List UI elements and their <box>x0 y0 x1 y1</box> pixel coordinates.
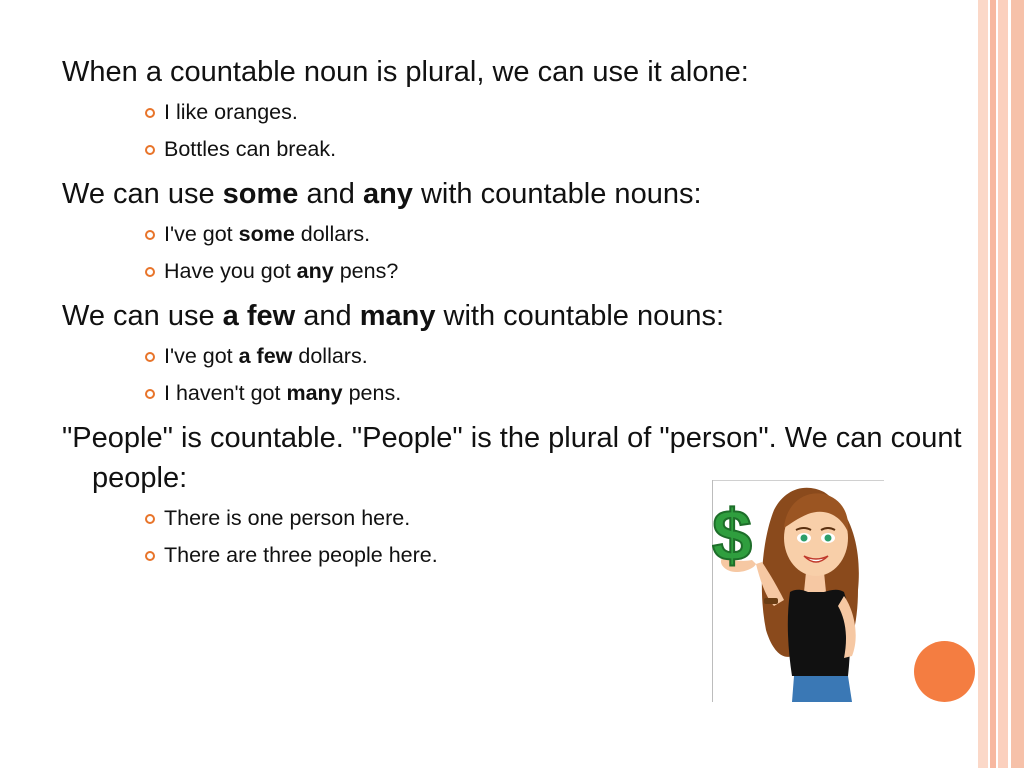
decorative-stripe <box>1011 0 1024 768</box>
keyword: some <box>222 178 299 210</box>
keyword: many <box>286 381 343 405</box>
text-run: I like oranges. <box>164 100 298 124</box>
text-run: I've got <box>164 222 239 246</box>
text-run: When a countable noun is plural, we can use it alone: <box>62 56 749 88</box>
example-item <box>62 253 962 290</box>
woman-holding-dollar-sign-icon <box>712 480 884 702</box>
main-point <box>62 174 962 214</box>
example-list <box>62 216 962 290</box>
main-point <box>62 52 962 92</box>
keyword: any <box>362 178 413 210</box>
example-item <box>62 216 962 253</box>
bullet-icon <box>145 389 155 399</box>
example-item <box>62 131 962 168</box>
text-run: dollars. <box>292 344 368 368</box>
text-run: I've got <box>164 344 239 368</box>
example-item <box>62 94 962 131</box>
keyword: a few <box>238 344 293 368</box>
example-list <box>62 94 962 168</box>
text-run: We can use <box>62 300 223 332</box>
bullet-icon <box>145 230 155 240</box>
text-run: pens. <box>342 381 402 405</box>
text-run: and <box>295 300 360 332</box>
text-run: pens? <box>333 259 399 283</box>
bullet-icon <box>145 514 155 524</box>
decorative-circle <box>914 641 975 702</box>
text-run: "People" is countable. "People" is the plural of "person". We can count people: <box>62 422 962 494</box>
bullet-icon <box>145 145 155 155</box>
example-list <box>62 338 962 412</box>
bullet-icon <box>145 108 155 118</box>
text-run: I haven't got <box>164 381 287 405</box>
text-run: There is one person here. <box>164 506 411 530</box>
keyword: many <box>359 300 436 332</box>
text-run: There are three people here. <box>164 543 438 567</box>
text-run: Bottles can break. <box>164 137 337 161</box>
svg-text:$: $ <box>712 496 753 576</box>
text-run: with countable nouns: <box>412 178 702 210</box>
text-run: and <box>298 178 363 210</box>
text-run: We can use <box>62 178 223 210</box>
decorative-stripe <box>998 0 1008 768</box>
text-run: with countable nouns: <box>435 300 725 332</box>
bullet-icon <box>145 267 155 277</box>
example-item <box>62 375 962 412</box>
decorative-stripe <box>978 0 988 768</box>
main-point <box>62 296 962 336</box>
keyword: a few <box>222 300 296 332</box>
bullet-icon <box>145 551 155 561</box>
text-run: dollars. <box>294 222 371 246</box>
bullet-icon <box>145 352 155 362</box>
keyword: some <box>238 222 295 246</box>
text-run: Have you got <box>164 259 297 283</box>
example-item <box>62 338 962 375</box>
keyword: any <box>296 259 334 283</box>
